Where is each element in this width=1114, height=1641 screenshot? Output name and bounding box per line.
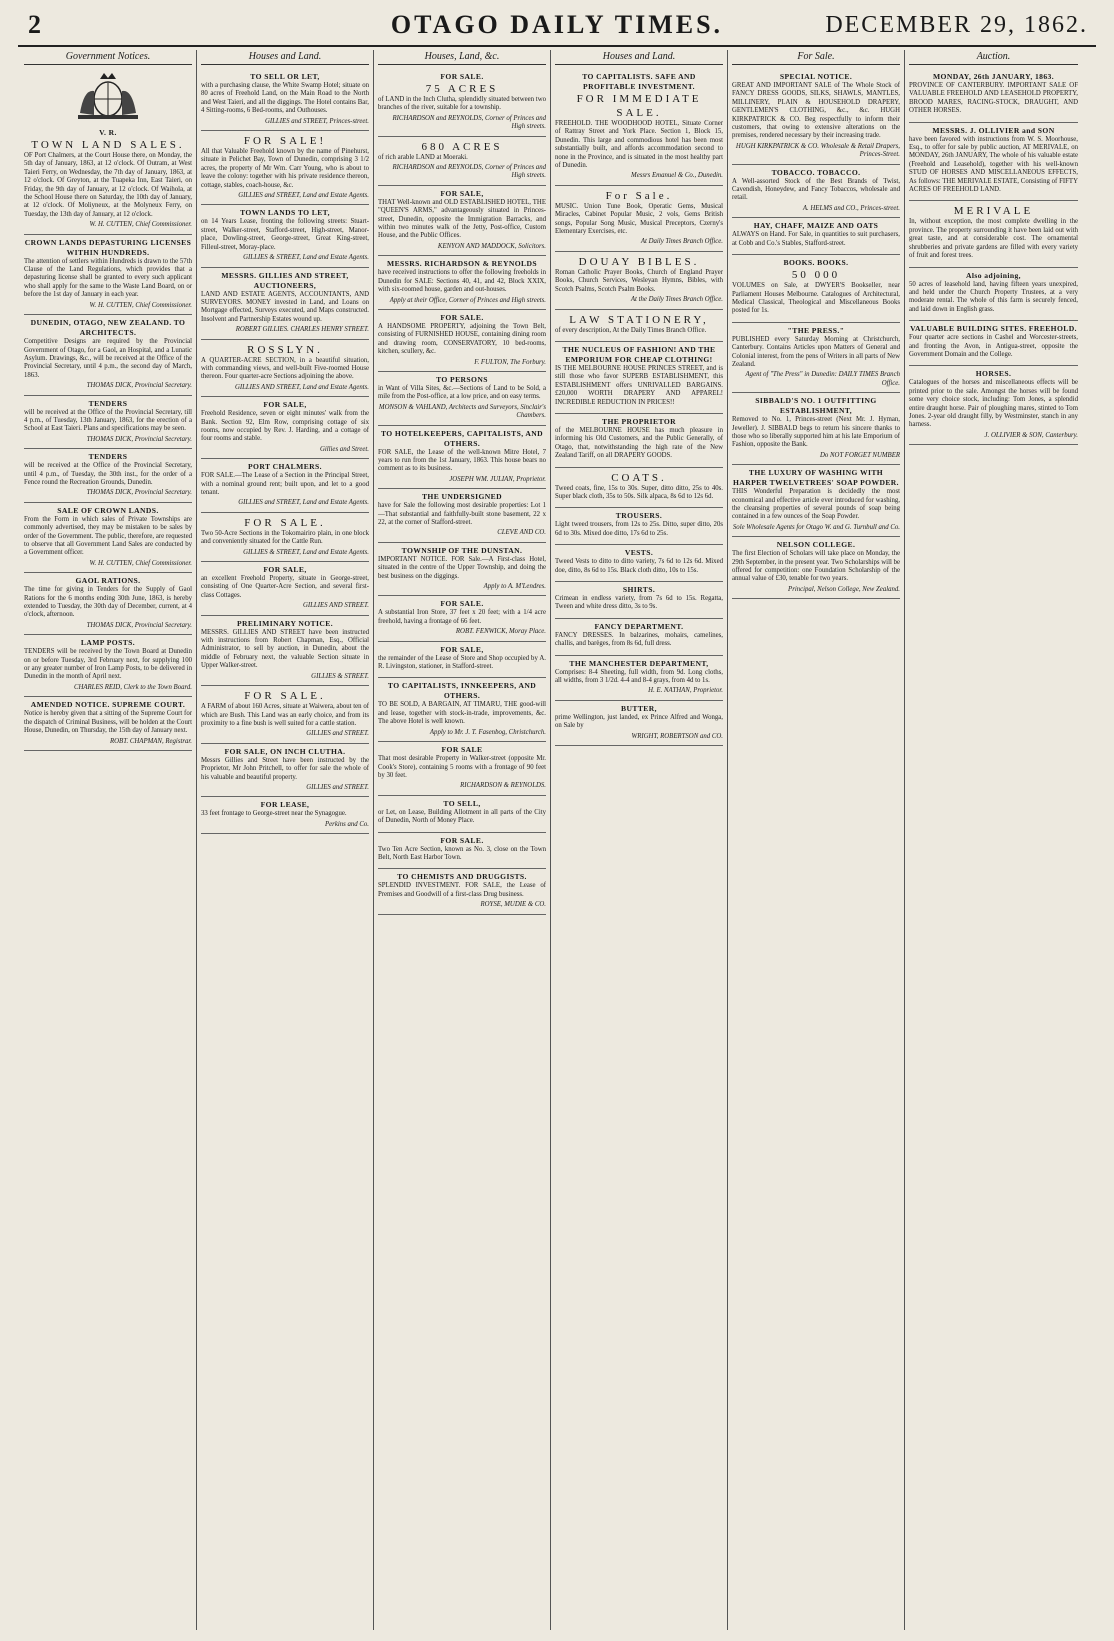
ad-body: Freehold Residence, seven or eight minutes' walk from the Bank. Section 92, Elm Row, comprising cottage of six rooms, now occupied by Rev. J. Harding, and a cottage of four rooms and stable. <box>201 410 369 443</box>
newspaper-title: OTAGO DAILY TIMES. <box>390 10 724 39</box>
masthead-rule <box>18 45 1096 47</box>
ad-headline: FOR SALE, ON INCH CLUTHA. <box>224 746 346 756</box>
ad-headline: MONDAY, 26th JANUARY, 1863. <box>932 72 1055 81</box>
advertisement <box>24 503 192 573</box>
ad-body: Messrs Gillies and Street have been instructed by the Proprietor, Mr John Pritchell, to offer for sale the whole of his valuable and beautiful property. <box>201 756 369 781</box>
ad-headline: GAOL RATIONS. <box>75 576 141 586</box>
ad-headline: VESTS. <box>624 548 654 558</box>
ad-body: Crimean in endless variety, from 7s 6d to 15s. Regatta, Tween and white dress ditto, 3s to 9s. <box>555 595 723 611</box>
ad-signature: Do NOT FORGET NUMBER <box>820 451 900 459</box>
advertisement <box>24 635 192 697</box>
ad-signature: Sole Wholesale Agents for Otago W. and G. Turnbull and Co. <box>732 523 900 531</box>
advertisement <box>378 833 546 870</box>
ad-headline: MESSRS. J. OLLIVIER and SON <box>932 125 1055 135</box>
column-2 <box>197 50 374 1630</box>
ad-body: THIS Wonderful Preparation is decidedly the most economical and effective article ever introduced for washing, the cleansing properties of several pounds of soap being contained in a few ounces of the Soap Powder. <box>732 488 900 521</box>
advertisement <box>909 321 1078 366</box>
ad-signature: ROBERT GILLIES. CHARLES HENRY STREET. <box>235 326 369 334</box>
ad-headline: SHIRTS. <box>622 585 656 594</box>
advertisement <box>201 562 369 616</box>
ad-body: Tweed Vests to ditto to ditto variety, 7s 6d to 12s 6d. Mixed doe, ditto, 8s 6d to 15s. Black cloth ditto, 10s to 15s. <box>555 558 723 574</box>
ad-signature: GILLIES and STREET. <box>306 730 369 738</box>
ad-body: 33 feet frontage to George-street near the Synagogue. <box>201 810 347 818</box>
ad-signature: Apply to Mr. J. T. Fasenbog, Christchurch. <box>429 728 546 736</box>
advertisement <box>555 468 723 509</box>
ad-body: Two 50-Acre Sections in the Tokomairiro plain, in one block and conveniently situated for the Cattle Run. <box>201 529 369 546</box>
advertisement <box>378 69 546 137</box>
ad-headline: THE MANCHESTER DEPARTMENT, <box>569 658 709 668</box>
advertisement <box>378 186 546 256</box>
ad-headline: HAY, CHAFF, MAIZE AND OATS <box>753 221 879 231</box>
advertisement <box>24 396 192 450</box>
columns-container <box>20 50 1096 1630</box>
ad-body: in Want of Villa Sites, &c.—Sections of Land to be Sold, a mile from the Post-office, at a low price, and on easy terms. <box>378 384 546 401</box>
section-heading: Houses and Land. <box>555 50 723 65</box>
ad-signature: GILLIES and STREET, Princes-street. <box>264 117 369 125</box>
ad-headline: FANCY DEPARTMENT. <box>594 621 684 631</box>
ad-headline: TENDERS <box>88 398 128 408</box>
column-4 <box>551 50 728 1630</box>
advertisement <box>555 656 723 701</box>
ad-body: SPLENDID INVESTMENT. FOR SALE, the Lease of Premises and Goodwill of a first-class Drug business. <box>378 882 546 898</box>
ad-signature: Apply to A. M'Lendres. <box>483 583 546 591</box>
ad-display-line: COATS. <box>611 471 667 484</box>
advertisement <box>555 69 723 186</box>
ad-signature: WRIGHT, ROBERTSON and CO. <box>631 732 723 740</box>
ad-body: Tweed coats, fine, 15s to 30s. Super, ditto ditto, 25s to 40s. Super black cloth, 35s to 50s. Silk alpaca, 8s 6d to 12s 6d. <box>555 484 723 500</box>
ad-signature: THOMAS DICK, Provincial Secretary. <box>86 621 192 629</box>
ad-signature: RICHARDSON and REYNOLDS, Corner of Princes and High streets. <box>392 164 546 180</box>
ad-body: TENDERS will be received by the Town Board at Dunedin on or before Tuesday, 3rd February next, for supplying 100 or any greater number of Iron Lamp Posts, to be delivered in Dunedin in the month of April next. <box>24 648 192 681</box>
ad-signature: Agent of "The Press" in Dunedin: DAILY TIMES Branch Office. <box>745 371 900 387</box>
ad-signature: GILLIES and STREET, Land and Estate Agents. <box>238 192 369 200</box>
advertisement <box>201 616 369 686</box>
ad-headline: TO SELL OR LET, <box>250 72 320 81</box>
ad-display-line: MERIVALE <box>953 205 1034 218</box>
ad-headline: AMENDED NOTICE. SUPREME COURT. <box>30 700 186 710</box>
ad-display-line: 680 ACRES <box>421 140 503 153</box>
advertisement <box>378 256 546 310</box>
advertisement <box>201 69 369 131</box>
advertisement <box>909 123 1078 202</box>
ad-headline: TO CAPITALISTS, INNKEEPERS, AND OTHERS. <box>387 681 537 701</box>
ad-signature: J. OLLIVIER & SON, Canterbury. <box>984 431 1078 439</box>
ad-headline: HORSES. <box>975 369 1012 379</box>
ad-body: of rich arable LAND at Moeraki. <box>378 153 468 161</box>
ad-headline: FOR SALE, <box>263 400 307 410</box>
ad-signature: Perkins and Co. <box>325 820 369 828</box>
advertisement <box>24 235 192 315</box>
ad-body: Removed to No. 1, Princes-street (Next Mr. J. Hyman, Jeweller). J. SIBBALD begs to return his sincere thanks to those who so liberally supported him at his late Emporium of Fashion, opposite the Bank. <box>732 416 900 449</box>
section-heading: Auction. <box>909 50 1078 65</box>
ad-body: 50 acres of leasehold land, having fifteen years unexpired, and held under the Church Property Trustees, at a very moderate rental. The whole of this farm is securely fenced, and laid down in English grass. <box>909 280 1078 313</box>
advertisement <box>555 310 723 342</box>
masthead <box>0 0 1114 46</box>
ad-display-line: TOWN LAND SALES. <box>31 139 185 151</box>
ad-headline: LAMP POSTS. <box>80 638 136 648</box>
ad-body: The time for giving in Tenders for the Supply of Gaol Rations for the 6 months ending 30th June, 1863, is hereby extended to Tuesday, the 30th day of December, current, at 4 o'clock, afternoon. <box>24 586 192 619</box>
ad-body: IMPORTANT NOTICE. FOR Sale.—A First-class Hotel, situated in the centre of the Upper Township, and doing the best business on the diggings. <box>378 555 546 580</box>
ad-body: Comprises: 8-4 Sheeting, full width, from 9d. Long cloths, all widths, from 3 1/2d. 4-4 and 8-4 grays, from 4d to 1s. <box>555 668 723 685</box>
ad-display-line: DOUAY BIBLES. <box>578 255 700 268</box>
ad-display-line: 75 ACRES <box>425 83 499 95</box>
ad-headline: SALE OF CROWN LANDS. <box>57 505 159 515</box>
ad-headline: FOR SALE. <box>440 835 484 845</box>
advertisement <box>732 537 900 599</box>
ad-signature: CHARLES REID, Clerk to the Town Board. <box>73 683 192 691</box>
ad-signature: GILLIES & STREET, Land and Estate Agents. <box>243 254 369 262</box>
ad-body: prime Wellington, just landed, ex Prince Alfred and Wonga, on Sale by <box>555 713 723 730</box>
ad-signature: Gillies and Street. <box>319 445 369 453</box>
ad-body: ALWAYS on Hand. For Sale, in quantities to suit purchasers, at Cobb and Co.'s Stables, Stafford-street. <box>732 231 900 247</box>
ad-headline: V. R. <box>99 128 117 137</box>
advertisement <box>378 678 546 742</box>
advertisement <box>378 310 546 372</box>
ad-signature: JOSEPH WM. JULIAN, Proprietor. <box>449 475 546 483</box>
ad-body: A HANDSOME PROPERTY, adjoining the Town Belt, consisting of FURNISHED HOUSE, containing dining room and drawing room, CONSERVATORY, 10 bed-rooms, kitchen, scullery, &c. <box>378 322 546 356</box>
ad-body: have for Sale the following most desirable properties: Lot 1—That substantial and faithfully-built stone basement, 22 x 22, at the corner of Stafford-street. <box>378 502 546 526</box>
ad-headline: FOR LEASE, <box>260 800 310 810</box>
advertisement <box>378 543 546 597</box>
ad-headline: THE UNDERSIGNED <box>421 492 503 502</box>
ad-headline: TOWN LANDS TO LET, <box>240 208 330 218</box>
ad-headline: FOR SALE, <box>263 565 307 575</box>
ad-headline: PRELIMINARY NOTICE. <box>236 618 334 628</box>
ad-body: PUBLISHED every Saturday Morning at Christchurch, Canterbury. Contains Articles upon Matters of General and Colonial interest, from the pens of Writers in all parts of New Zealand. <box>732 335 900 368</box>
ad-signature: HUGH KIRKPATRICK & CO. Wholesale & Retail Drapers, Princes-Street. <box>735 142 900 159</box>
ad-body: That most desirable Property in Walker-street (opposite Mr. Cook's Store), containing 5 rooms with a frontage of 90 feet by 30 feet. <box>378 755 546 779</box>
ad-headline: THE PROPRIETOR <box>601 416 677 426</box>
ad-signature: RICHARDSON and REYNOLDS, Corner of Princes and High streets. <box>392 114 546 131</box>
ad-signature: THOMAS DICK, Provincial Secretary. <box>86 382 192 390</box>
advertisement <box>732 323 900 393</box>
ad-body: A FARM of about 160 Acres, situate at Waiwera, about ten of which are Bush. This Land was an early choice, and from its proximity to a fine bush is well suited for a cattle station. <box>201 703 369 727</box>
advertisement <box>555 508 723 545</box>
advertisement <box>201 744 369 798</box>
section-heading: Houses and Land. <box>201 50 369 65</box>
ad-display-line: 50 000 <box>791 269 841 282</box>
ad-signature: Principal, Nelson College, New Zealand. <box>788 585 900 593</box>
ad-signature: THOMAS DICK, Provincial Secretary. <box>86 489 192 497</box>
ad-body: the remainder of the Lease of Store and Shop occupied by A. R. Livingston, stationer, in Stafford-street. <box>378 654 546 671</box>
advertisement <box>732 69 900 165</box>
ad-display-line: FOR SALE. <box>244 690 326 703</box>
ad-signature: GILLIES AND STREET, Land and Estate Agents. <box>234 383 369 391</box>
ad-body: Roman Catholic Prayer Books, Church of England Prayer Books, Church Services, Wesleyan Hymns, Bibles, with Scotch Psalms, Scotch Psalm Books. <box>555 268 723 293</box>
ad-display-line: FOR IMMEDIATE SALE. <box>576 93 702 119</box>
advertisement <box>732 218 900 255</box>
ad-body: of LAND in the Inch Clutha, splendidly situated between two branches of the river, suitable for a township. <box>378 96 546 112</box>
ad-headline: DUNEDIN, OTAGO, NEW ZEALAND. TO ARCHITECTS. <box>30 318 186 338</box>
advertisement <box>378 426 546 490</box>
ad-headline: FOR SALE <box>441 745 483 755</box>
ad-body: have received instructions to offer the following freeholds in Dunedin for SALE: Sections 40, 41, and 42, Block XXIX, with six-roomed house, garden and out-houses. <box>378 269 546 294</box>
ad-body: All that Valuable Freehold known by the name of Pinehurst, situate in Pelichet Bay, Town of Dunedin, comprising 3 1/2 acres, the property of Mr Wm. Carr Young, who is about to leave the colony: together with his private residence thereon, cottage, stables, coach-house, &c. <box>201 148 369 189</box>
advertisement <box>909 201 1078 267</box>
advertisement <box>378 596 546 641</box>
advertisement <box>378 489 546 543</box>
ad-body: FOR SALE, the Lease of the well-known Mitre Hotel, 7 years to run from the 1st January, 1863. This house bears no comment as to its business. <box>378 448 546 473</box>
ad-body: GREAT AND IMPORTANT SALE of The Whole Stock of FANCY DRESS GOODS, SILKS, SHAWLS, MANTLES, MILLINERY, PLAIN & HOUSEHOLD DRAPERY, GENTLEMEN'S CLOTHING, &c., &c. HUGH KIRKPATRICK & CO. Beg respectfully to inform their customers, that owing to extensive alterations on the premises, rendered necessary by their increasing trade. <box>732 82 900 140</box>
ad-signature: Messrs Emanuel & Co., Dunedin. <box>631 172 723 180</box>
advertisement <box>201 513 369 562</box>
ad-headline: BUTTER, <box>621 703 657 713</box>
ad-signature: W. H. CUTTEN, Chief Commissioner. <box>89 301 192 309</box>
ad-headline: THE LUXURY OF WASHING WITH HARPER TWELVETREES' SOAP POWDER. <box>733 468 899 488</box>
ad-headline: Also adjoining, <box>966 270 1021 280</box>
advertisement <box>732 393 900 465</box>
ad-body: The attention of settlers within Hundreds is drawn to the 57th Clause of the Land Regulations, which provides that a depasturing license shall be granted to every such applicant who shall apply for the same to the Waste Land Board, on or before the 1st day of January in each year. <box>24 257 192 299</box>
advertisement <box>378 137 546 186</box>
ad-signature: ROYSE, MUDIE & CO. <box>480 901 546 909</box>
ad-display-line: ROSSLYN. <box>247 343 323 356</box>
column-5 <box>728 50 905 1630</box>
ad-body: on 14 Years Lease, fronting the following streets: Stuart-street, Walker-street, Stafford-street, High-street, Manor-place, Dowling-street, George-street, Great King-street, Filleul-street, Moray-place. <box>201 218 369 251</box>
advertisement <box>201 205 369 267</box>
advertisement <box>201 268 369 340</box>
ad-body: MUSIC. Union Tune Book, Operatic Gems, Musical Miracles, Cabinet Popular Music, 2 vols, Gems British songs, Popular Song Music, Musical Preceptors, Czerny's Elementary Exercises, etc. <box>555 202 723 236</box>
ad-body: FANCY DRESSES. In balzarines, mohairs, camelines, challis, and barèges, from 8s 6d, full dress. <box>555 631 723 648</box>
ad-headline: FOR SALE. <box>440 599 484 609</box>
ad-headline: FOR SALE, <box>440 644 484 654</box>
ad-body: In, without exception, the most complete dwelling in the province. The property surrounding it have been laid out with great taste, and at considerable cost. The ornamental shrubberies and private gardens are filled with every variety of fruit and forest trees. <box>909 218 1078 260</box>
ad-signature: H. E. NATHAN, Proprietor. <box>648 687 723 695</box>
ad-body: Four quarter acre sections in Cashel and Worcester-streets, and fronting the Avon, in Antigua-street, opposite the Government Domain and the College. <box>909 334 1078 358</box>
ad-signature: Apply at their Office, Corner of Princes and High streets. <box>389 296 546 304</box>
ad-body: VOLUMES on Sale, at DWYER'S Bookseller, near Parliament Houses Melbourne. Catalogues of Architectural, Medical Classical, Theological and Miscellaneous Books posted for 1s. <box>732 282 900 315</box>
ad-signature: W. H. CUTTEN, Chief Commissioner. <box>89 221 192 229</box>
advertisement <box>555 619 723 656</box>
ad-signature: KENYON AND MADDOCK, Solicitors. <box>437 242 546 250</box>
advertisement <box>555 545 723 582</box>
ad-body: IS THE MELBOURNE HOUSE PRINCES STREET, and is still those who favor SUPERB ESTABLISHMENT, this ESTABLISHMENT offers UNRIVALLED BARGAINS. £20,000 WORTH DRAPERY AND APPAREL! INCREDIBLE REDUCTION IN PRICES!! <box>555 364 723 406</box>
advertisement <box>201 686 369 744</box>
ad-signature: GILLIES AND STREET. <box>302 602 369 610</box>
ad-headline: PORT CHALMERS. <box>248 462 322 472</box>
ad-headline: FOR SALE. <box>440 312 484 322</box>
ad-headline: TO CAPITALISTS. SAFE AND PROFITABLE INVESTMENT. <box>582 72 696 91</box>
ad-display-line: FOR SALE! <box>243 135 327 148</box>
advertisement <box>378 869 546 914</box>
issue-date: DECEMBER 29, 1862. <box>825 12 1088 38</box>
ad-headline: TO SELL, <box>443 798 481 808</box>
advertisement <box>732 255 900 323</box>
royal-crest-icon <box>60 69 156 123</box>
advertisement <box>378 796 546 833</box>
column-1 <box>20 50 197 1630</box>
ad-body: PROVINCE OF CANTERBURY. IMPORTANT SALE OF VALUABLE FREEHOLD AND LEASEHOLD PROPERTY, BROOD MARES, RACING-STOCK, DRAUGHT, AND OTHER HORSES. <box>909 82 1078 115</box>
ad-signature: GILLIES and STREET, Land and Estate Agents. <box>238 499 369 507</box>
ad-body: will be received at the Office of the Provincial Secretary, until 4 p.m., of Tuesday, the 30th inst., for the order of a Fence round the Recreation Grounds, Dunedin. <box>24 462 192 486</box>
ad-body: Competitive Designs are required by the Provincial Government of Otago, for a Gaol, an Hospital, and a Lunatic Asylum. Drawings, &c., will be received at the Office of the Provincial Secretary, until 4 p.m., the second day of March, 1863. <box>24 338 192 379</box>
ad-body: will be received at the Office of the Provincial Secretary, till 4 p.m., of Tuesday, 13th January, 1863, for the erection of a School at East Taieri. Plans and specifications may be seen. <box>24 408 192 433</box>
advertisement <box>555 414 723 468</box>
advertisement <box>201 131 369 205</box>
ad-signature: THOMAS DICK, Provincial Secretary. <box>86 435 192 443</box>
ad-body: have been favored with instructions from W. S. Moorhouse, Esq., to offer for sale by public auction, AT MERIVALE, on MONDAY, 26th JANUARY, The whole of his valuable estate (Freehold and Leasehold), together with his well-known STUD OF HORSES AND MISCELLANEOUS EFFECTS, As follows: THE MERIVALE ESTATE, Consisting of FIFTY ACRES OF FREEHOLD LAND. <box>909 135 1078 194</box>
ad-headline: MESSRS. GILLIES AND STREET, AUCTIONEERS, <box>221 270 349 290</box>
ad-body: A QUARTER-ACRE SECTION, in a beautiful situation, with commanding views, and well-built Five-roomed House thereon. Four quarter-acre Sections adjoining the above. <box>201 356 369 381</box>
ad-body: Catalogues of the horses and miscellaneous effects will be printed prior to the sale. Amongst the horses will be found some very choice stock, including: Tom Jones, a splendid entire draught horse. Pair of ploughing mares, stinted to Tom Jones. 2-year old draught filly, by Westminster, stanch in any harness. <box>909 379 1078 429</box>
ad-headline: TENDERS <box>88 452 128 462</box>
ad-body: LAND AND ESTATE AGENTS, ACCOUNTANTS, AND SURVEYORS. MONEY invested in Land, and Loans on Mortgage effected, Surveys executed, and Maps constructed. Insolvent and Partnership Estates wound up. <box>201 290 369 323</box>
ad-headline: "THE PRESS." <box>787 325 845 335</box>
advertisement <box>201 797 369 834</box>
advertisement <box>201 340 369 398</box>
ad-headline: MESSRS. RICHARDSON & REYNOLDS <box>387 259 537 269</box>
advertisement <box>555 701 723 746</box>
ad-signature: F. FULTON, The Forbury. <box>474 358 546 366</box>
ad-body: an excellent Freehold Property, situate in George-street, consisting of One Quarter-Acre Section, and several first-class Cottages. <box>201 575 369 599</box>
advertisement <box>378 742 546 796</box>
ad-signature: At Daily Times Branch Office. <box>640 238 723 246</box>
ad-signature: ROBT. FENWICK, Moray Place. <box>455 628 546 636</box>
ad-body: The first Election of Scholars will take place on Monday, the 29th September, in the present year. Two Scholarships will be offered for competition: one Foundation Scholarship of the annual value of £30, tenable for two years. <box>732 550 900 583</box>
ad-body: Notice is hereby given that a sitting of the Supreme Court for the dispatch of Criminal Business, will be holden at the Court House, Dunedin, on Thursday, the 15th day of January next. <box>24 710 192 735</box>
ad-headline: TOWNSHIP OF THE DUNSTAN. <box>401 545 523 555</box>
ad-headline: NELSON COLLEGE. <box>776 540 856 550</box>
advertisement <box>909 366 1078 445</box>
advertisement <box>909 69 1078 123</box>
ad-headline: CROWN LANDS DEPASTURING LICENSES WITHIN HUNDREDS. <box>24 237 192 257</box>
advertisement <box>201 397 369 459</box>
advertisement <box>24 573 192 635</box>
ad-display-line: LAW STATIONERY, <box>569 313 709 326</box>
ad-body: From the Form in which sales of Private Townships are commonly advertised, they may be mistaken to be sales by order of the Government. The public, therefore, are requested to observe that all Government Land Sales are conducted by a Government officer. <box>24 515 192 557</box>
section-heading: Houses, Land, &c. <box>378 50 546 65</box>
ad-headline: TOBACCO. TOBACCO. <box>771 167 861 177</box>
ad-headline: TO PERSONS <box>436 374 488 384</box>
ad-display-line: For Sale. <box>605 189 673 202</box>
ad-headline: THE NUCLEUS OF FASHION! AND THE EMPORIUM FOR CHEAP CLOTHING! <box>562 344 716 364</box>
ad-body: Two Ten Acre Section, known as No. 3, close on the Town Belt, North East Harbor Town. <box>378 845 546 861</box>
ad-body: MESSRS. GILLIES AND STREET have been instructed with instructions from Robert Chapman, Esq., Official Administrator, to sell by auction, in Dunedin, about the middle of February next, the valuable Section situate in Upper Walker-street. <box>201 628 369 670</box>
advertisement <box>378 642 546 679</box>
advertisement <box>555 252 723 310</box>
ad-signature: A. HELMS and CO., Princes-street. <box>802 204 900 212</box>
ad-body: with a purchasing clause, the White Swamp Hotel; situate on 80 acres of Freehold Land, on the Main Road to the North and West Taieri, and all the diggings. The Hotel contains Bar, 4 Sitting-rooms, 6 Bed-rooms, and Outhouses. <box>201 82 369 115</box>
ad-signature: GILLIES and STREET. <box>306 783 369 791</box>
ad-signature: MONSON & VAHLAND, Architects and Surveyors, Sinclair's Chambers. <box>378 403 546 420</box>
ad-body: Light tweed trousers, from 12s to 25s. Ditto, super ditto, 20s 6d to 30s. Mixed doe ditto, 17s 6d to 25s. <box>555 521 723 537</box>
advertisement <box>24 697 192 751</box>
ad-headline: TO HOTELKEEPERS, CAPITALISTS, AND OTHERS. <box>380 428 544 448</box>
advertisement <box>555 186 723 252</box>
ad-body: OF Port Chalmers, at the Court House there, on Monday, the 5th day of January, 1863, at 12 o'clock. Of Outram, at West Taieri Ferry, on Wednesday, the 7th day of January, 1863, at 12 o'clock. Of Greyton, at the Tuapeka Inn, East Taieri, on Friday, the 9th day of January, at 12 o'clock. Of Waihola, at the School House there on Saturday, the 10th day of January, at 12 o'clock. Of Moliyneux, at the Molyneux Ferry, on Tuesday, the 13th day of January, at 12 o'clock. <box>24 152 192 218</box>
advertisement <box>555 582 723 619</box>
advertisement <box>732 165 900 219</box>
ad-signature: W. H. CUTTEN, Chief Commissioner. <box>89 559 192 567</box>
ad-signature: RICHARDSON & REYNOLDS. <box>460 782 546 790</box>
ad-headline: SIBBALD'S NO. 1 OUTFITTING ESTABLISHMENT, <box>755 396 877 416</box>
ad-display-line: FOR SALE. <box>244 516 326 529</box>
advertisement <box>24 315 192 395</box>
ad-signature: GILLIES & STREET, Land and Estate Agents. <box>243 548 369 556</box>
ad-body: A Well-assorted Stock of the Best Brands of Twist, Cavendish, Honeydew, and Fancy Tobaccos, wholesale and retail. <box>732 177 900 202</box>
advertisement <box>201 459 369 513</box>
section-heading: For Sale. <box>732 50 900 65</box>
column-6 <box>905 50 1082 1630</box>
ad-headline: TROUSERS. <box>615 511 663 521</box>
ad-headline: FOR SALE, <box>440 188 484 198</box>
advertisement <box>24 449 192 503</box>
ad-headline: FOR SALE. <box>440 72 484 81</box>
advertisement <box>555 342 723 414</box>
ad-body: FOR SALE.—The Lease of a Section in the Principal Street, with a nominal ground rent; built upon, and let to a good tenant. <box>201 472 369 496</box>
ad-body: THAT Well-known and OLD ESTABLISHED HOTEL, THE "QUEEN'S ARMS," advantageously situated in Princes-street, Dunedin, opposite the Immigration Barracks, and within two minutes walk of the Jetty, Post-office, Custom House, and the Public Offices. <box>378 198 546 240</box>
page-number: 2 <box>28 10 41 39</box>
ad-signature: CLEVE AND CO. <box>497 529 546 537</box>
column-3 <box>374 50 551 1630</box>
ad-body: of every description, At the Daily Times Branch Office. <box>555 326 707 334</box>
ad-headline: BOOKS. BOOKS. <box>783 258 849 268</box>
advertisement <box>909 268 1078 322</box>
ad-signature: At the Daily Times Branch Office. <box>630 296 723 304</box>
ad-body: of the MELBOURNE HOUSE has much pleasure in informing his Old Customers, and the Public Generally, of Otago, that, notwithstanding the high rate of the New Zealand Tariff, on all DRAPERY GOODS. <box>555 426 723 460</box>
ad-signature: ROBT. CHAPMAN, Registrar. <box>109 737 192 745</box>
ad-headline: VALUABLE BUILDING SITES. FREEHOLD. <box>910 324 1077 334</box>
advertisement <box>732 465 900 537</box>
ad-headline: TO CHEMISTS AND DRUGGISTS. <box>397 872 527 882</box>
advertisement <box>378 372 546 426</box>
ad-headline: SPECIAL NOTICE. <box>779 72 853 81</box>
ad-body: FREEHOLD. THE WOODHOOD HOTEL, Situate Corner of Rattray Street and York Place. Section 1, Block 15, Dunedin. This large and commodious hotel has been most substantially built, and affords accommodation second to none in the Province, and is situated in the most healthy part of Dunedin. <box>555 120 723 170</box>
ad-body: or Let, on Lease, Building Allotment in all parts of the City of Dunedin, North of Money Place. <box>378 808 546 825</box>
ad-body: TO BE SOLD, A BARGAIN, AT TIMARU, THE good-will and lease, together with stock-in-trade, improvements, &c. The above Hotel is well known. <box>378 701 546 726</box>
section-heading: Government Notices. <box>24 50 192 65</box>
ad-body: A substantial Iron Store, 37 feet x 20 feet; with a 1/4 acre freehold, having a frontage of 66 feet. <box>378 609 546 625</box>
ad-signature: GILLIES & STREET. <box>311 672 369 680</box>
advertisement <box>24 125 192 235</box>
